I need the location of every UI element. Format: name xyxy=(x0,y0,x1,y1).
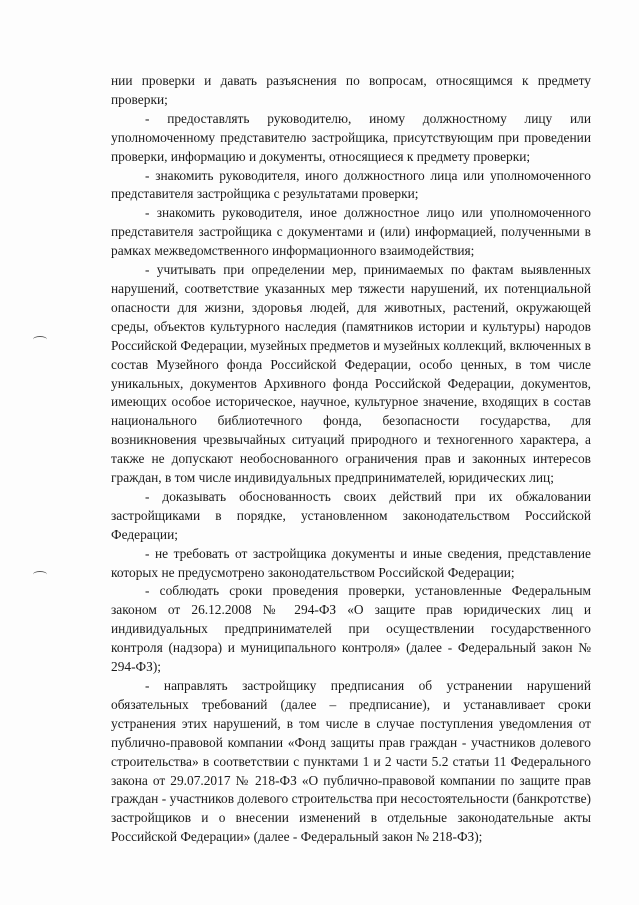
paragraph-not-require-documents: - не требовать от застройщика документы и иные сведения, представление которых не предусмотрено законодательством Российской Федерации; xyxy=(111,545,591,580)
paragraph-prove-validity: - доказывать обоснованность своих действий при их обжаловании застройщиками в порядке, установленном законодательством Российской Федерации; xyxy=(111,488,591,542)
document-body xyxy=(111,72,591,847)
paragraph-continuation: нии проверки и давать разъяснения по вопросам, относящимся к предмету проверки; xyxy=(111,73,591,107)
paragraph-familiarize-results: - знакомить руководителя, иного должностного лица или уполномоченного представителя застройщика с результатами проверки; xyxy=(111,167,591,202)
paragraph-consider-measures: - учитывать при определении мер, принимаемых по фактам выявленных нарушений, соответствие указанных мер тяжести нарушений, их потенциальной опасности для жизни, здоровья людей, для животных, растений, окружающей среды, объектов культурного наследия (памятников истории и культуры) народов Российской Федерации, музейных предметов и музейных коллекций, включенных в состав Музейного фонда Российской Федерации, особо ценных, в том числе уникальных, документов Архивного фонда Российской Федерации, документов, имеющих особое историческое, научное, культурное значение, входящих в состав национального библиотечного фонда, безопасности государства, для возникновения чрезвычайных ситуаций природного и техногенного характера, а также не допускают необоснованного ограничения прав и законных интересов граждан, в том числе индивидуальных предпринимателей, юридических лиц; xyxy=(111,262,591,486)
punch-hole-mark-upper xyxy=(33,336,47,343)
paragraph-send-orders: - направлять застройщику предписания об устранении нарушений обязательных требований (далее – предписание), и устанавливает сроки устранения этих нарушений, в том числе в случае поступления уведомления от публично-правовой компании «Фонд защиты прав граждан - участников долевого строительства» в соответствии с пунктами 1 и 2 части 5.2 статьи 11 Федерального закона от 29.07.2017 № 218-ФЗ «О публично-правовой компании по защите прав граждан - участников долевого строительства при несостоятельности (банкротстве) застройщиков и о внесении изменений в отдельные законодательные акты Российской Федерации» (далее - Федеральный закон № 218-ФЗ); xyxy=(111,678,591,845)
paragraph-provide-information: - предоставлять руководителю, иному должностному лицу или уполномоченному представителю застройщика, присутствующим при проведении проверки, информацию и документы, относящиеся к предмету проверки; xyxy=(111,110,591,164)
paragraph-observe-deadlines: - соблюдать сроки проведения проверки, установленные Федеральным законом от 26.12.2008 № 294-ФЗ «О защите прав юридических лиц и индивидуальных предпринимателей при осуществлении государственного контроля (надзора) и муниципального контроля» (далее - Федеральный закон № 294-ФЗ); xyxy=(111,583,591,675)
paragraph-familiarize-documents: - знакомить руководителя, иное должностное лицо или уполномоченного представителя застройщика с документами и (или) информацией, полученными в рамках межведомственного информационного взаимодействия; xyxy=(111,205,591,259)
punch-hole-mark-lower xyxy=(33,571,47,578)
